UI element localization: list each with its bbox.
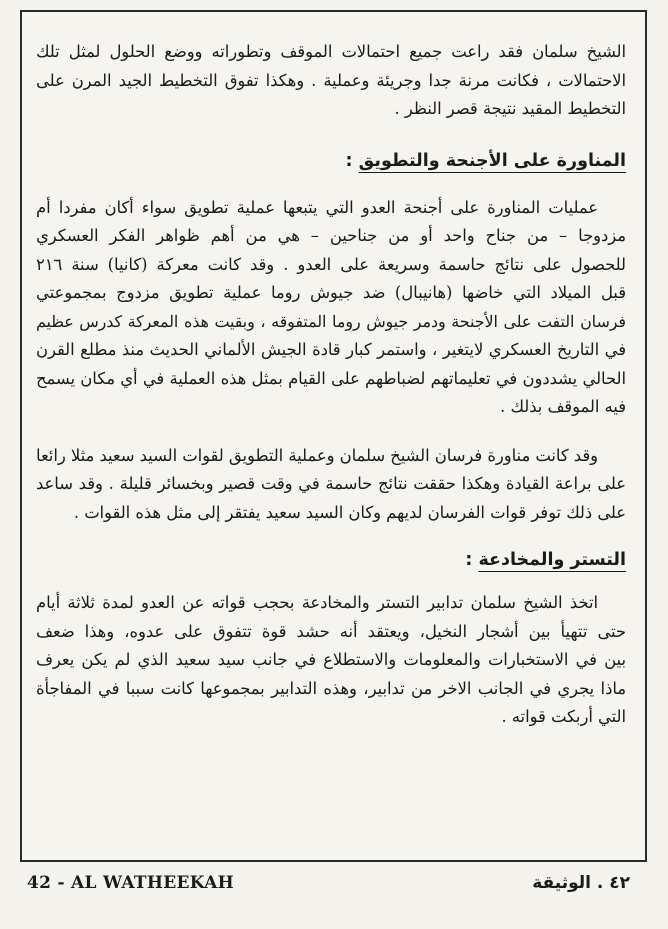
- heading-colon: :: [345, 150, 359, 171]
- text-line: حتى تتهيأ بين أشجار النخيل، ويعتقد أنه حشد قوة تتفوق على عدوه، وهذا ضعف: [36, 621, 626, 641]
- heading-text: التستر والمخادعة: [478, 550, 626, 570]
- text-line: ماذا يجري في الجانب الاخر من تدابير، وهذه التدابير بمجموعها كانت سببا في المفاجأة: [36, 678, 626, 698]
- text-line: وقد كانت مناورة فرسان الشيخ سلمان وعملية التطويق لقوات السيد سعيد مثلا رائعا: [36, 445, 598, 465]
- page-footer: [0, 873, 668, 913]
- heading-text: المناورة على الأجنحة والتطويق: [358, 150, 626, 171]
- heading-colon: :: [465, 550, 479, 570]
- text-line: فرسان التفت على الأجنحة ودمر جيوش روما المتفوقه ، وبقيت هذه المعركة كدرس عظيم: [36, 311, 626, 331]
- paragraph-deception: [36, 589, 626, 732]
- article-body: [36, 18, 626, 732]
- text-line: التخطيط المقيد نتيجة قصر النظر .: [394, 99, 626, 118]
- text-line: على براعة القيادة وهكذا حققت نتائج حاسمة في وقت قصير وبخسائر قليلة . وقد ساعد: [36, 474, 626, 493]
- text-line: في التاريخ العسكري لايتغير ، واستمر كبار قادة الجيش الألماني الحديث منذ مطلع القرن: [36, 340, 626, 359]
- text-line: قبل الميلاد التي خاضها (هانيبال) ضد جيوش روما عملية تطويق مزدوج بمجموعتي: [36, 283, 626, 302]
- paragraph-cavalry: [36, 442, 626, 528]
- text-line: على ذلك توفر قوات الفرسان لديهم وكان السيد سعيد يفتقر إلى مثل هذه القوات .: [73, 502, 626, 522]
- footer-page-number-arabic: ٤٢ . الوثيقة: [532, 873, 630, 893]
- text-line: اتخذ الشيخ سلمان تدابير التستر والمخادعة بحجب قواته عن العدو لمدة ثلاثة أيام: [36, 593, 598, 612]
- section-heading-flanking: [36, 148, 626, 174]
- text-line: الشيخ سلمان فقد راعت جميع احتمالات الموقف وتطوراته ووضع الحلول لمثل تلك: [36, 42, 626, 61]
- text-line: بين في الاستخبارات والمعلومات والاستطلاع في جانب سيد سعيد الذي لم يكن يعرف: [36, 650, 626, 669]
- text-line: الاحتمالات ، فكانت مرنة جدا وجريئة وعملية . وهكذا تفوق التخطيط الجيد المرن على: [36, 70, 626, 90]
- text-line: الحالي يشددون في تعليماتهم لضباطهم على القيام بمثل هذه العملية في أي مكان يسمح: [36, 368, 626, 388]
- text-line: مزدوجا – من جناح واحد أو من جناحين – هي من أهم ظواهر الفكر العسكري: [36, 226, 626, 245]
- text-line: فيه الموقف بذلك .: [500, 397, 626, 416]
- text-line: عمليات المناورة على أجنحة العدو التي يتبعها عملية تطويق سواء أكان مفردا أم: [36, 197, 598, 217]
- paragraph-flanking: [36, 194, 626, 422]
- paragraph-planning: [36, 38, 626, 124]
- text-line: التي أربكت قواته .: [501, 707, 626, 726]
- footer-page-number-latin: 42 - AL WATHEEKAH: [27, 873, 234, 893]
- section-heading-deception: [36, 547, 626, 573]
- text-line: للحصول على نتائج حاسمة وسريعة على العدو . وقد كانت معركة (كانيا) سنة ٢١٦: [36, 254, 626, 274]
